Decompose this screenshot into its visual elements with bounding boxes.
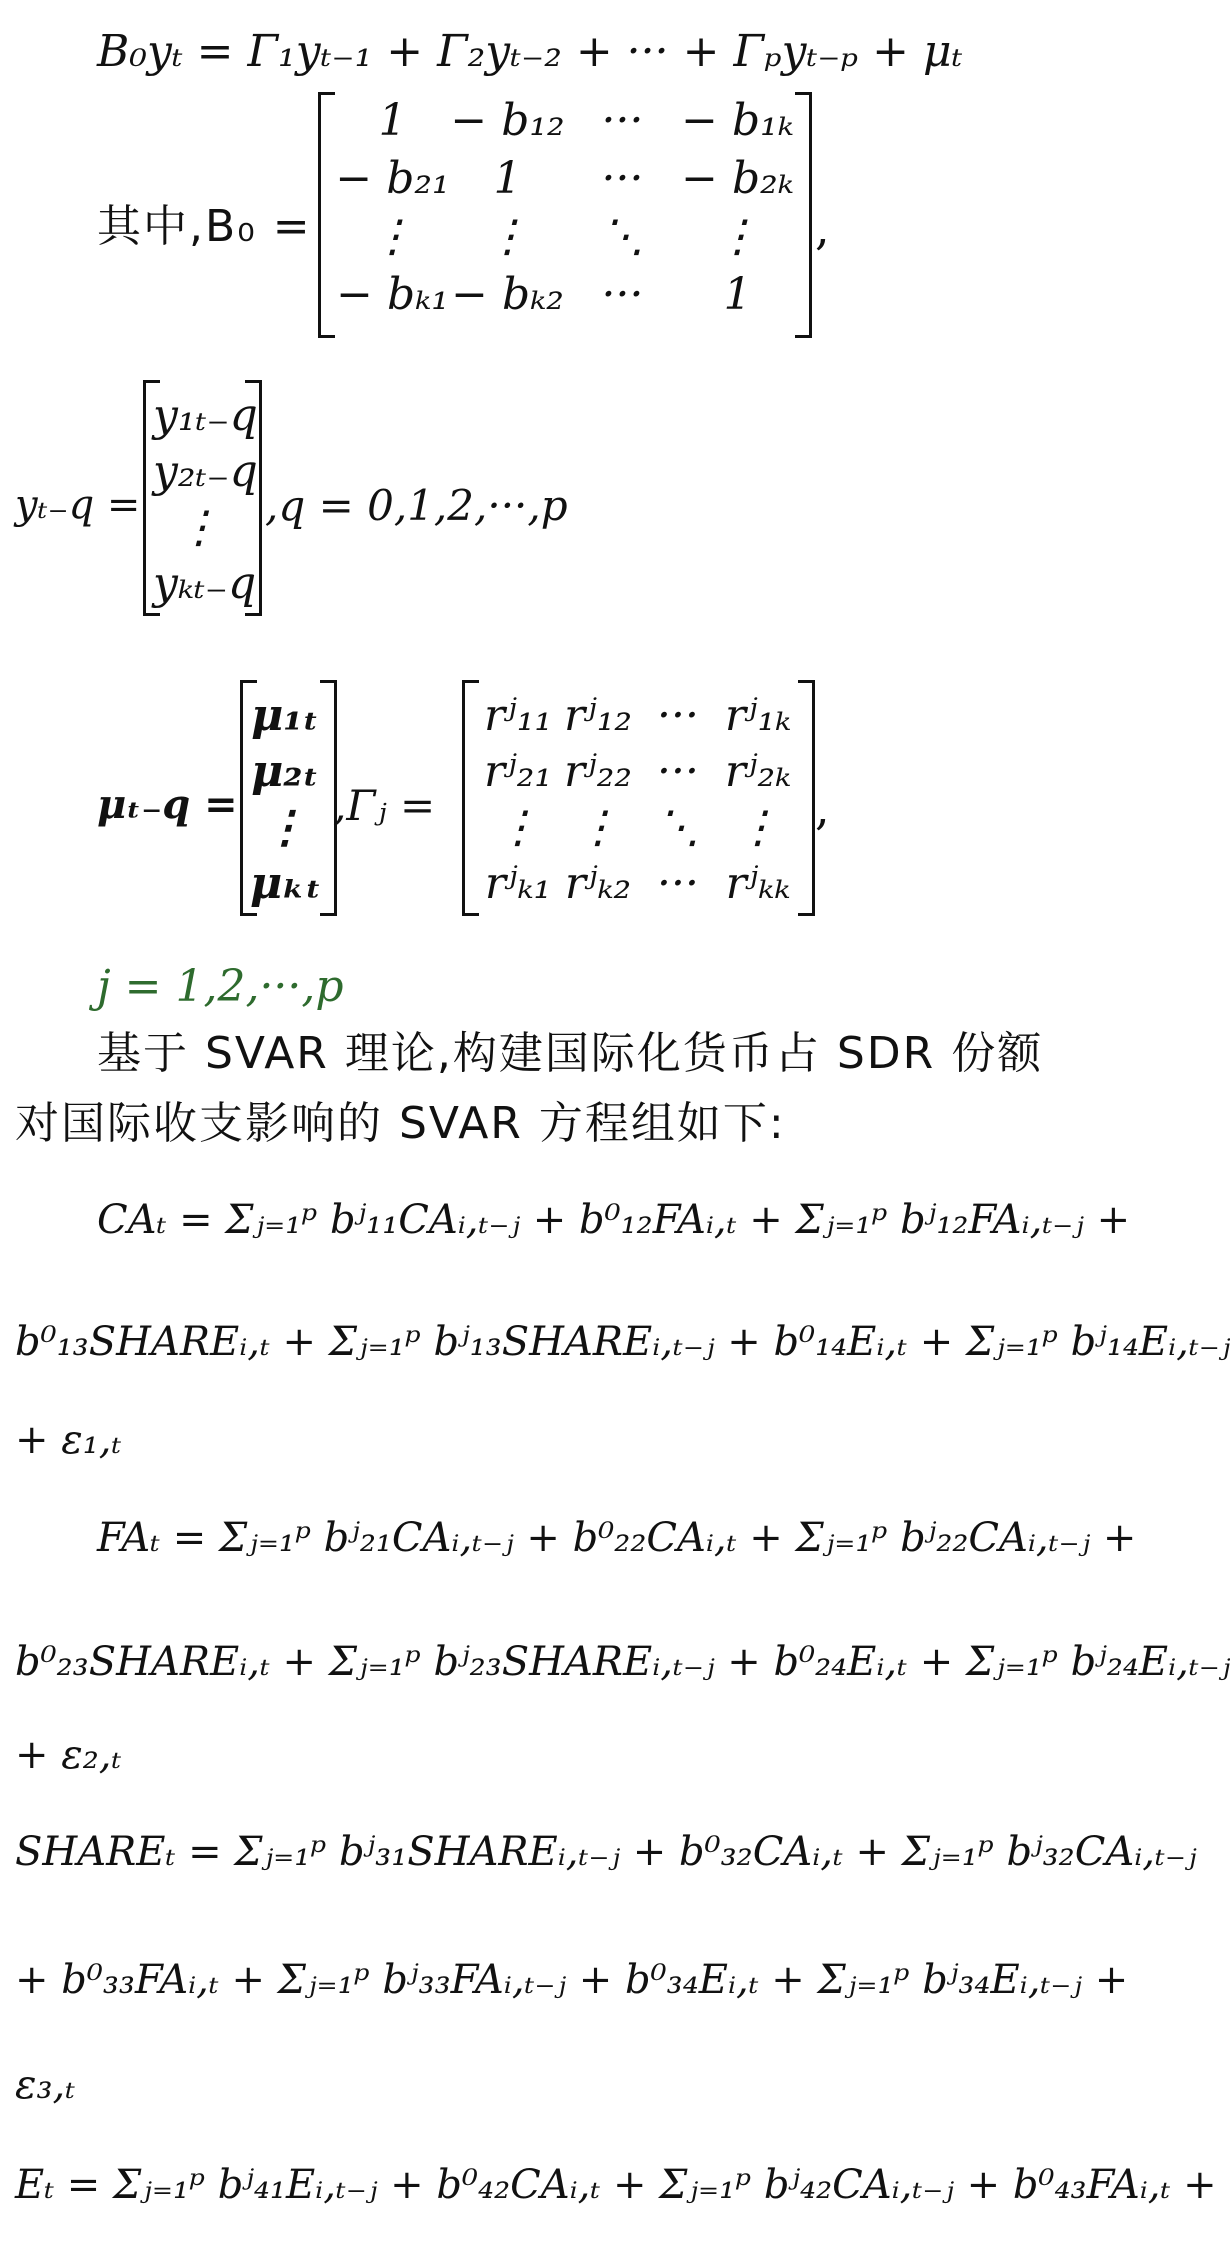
b0-matrix-cell: ⋮ bbox=[485, 211, 530, 262]
b0-trailing-comma: , bbox=[815, 201, 830, 255]
b0-matrix-cell: ⋮ bbox=[715, 211, 760, 262]
gamma-matrix-cell: rʲₖ₂ bbox=[564, 858, 632, 909]
gamma-matrix-cell: ⋮ bbox=[576, 802, 620, 853]
eq-share-line-2: + b⁰₃₃FAᵢ,ₜ + Σⱼ₌₁ᵖ bʲ₃₃FAᵢ,ₜ₋ⱼ + b⁰₃₄Eᵢ,ₜ + Σⱼ₌₁ᵖ bʲ₃₄Eᵢ,ₜ₋ⱼ + bbox=[15, 1957, 1129, 2003]
gamma-matrix-cell: ⋮ bbox=[496, 802, 540, 853]
eq-ca-line-2: b⁰₁₃SHAREᵢ,ₜ + Σⱼ₌₁ᵖ bʲ₁₃SHAREᵢ,ₜ₋ⱼ + b⁰₁₄Eᵢ,ₜ + Σⱼ₌₁ᵖ bʲ₁₄Eᵢ,ₜ₋ⱼ bbox=[15, 1319, 1230, 1365]
y-vector-cell: y₂ₜ₋q bbox=[153, 446, 258, 497]
gamma-matrix-cell: rʲₖ₁ bbox=[484, 858, 552, 909]
gamma-matrix-cell: rʲ₁₁ bbox=[484, 690, 552, 741]
mu-vector-cell: μ₁ₜ bbox=[251, 690, 319, 741]
gamma-matrix-cell: rʲ₁₂ bbox=[564, 690, 632, 741]
eq-ca-line-1: CAₜ = Σⱼ₌₁ᵖ bʲ₁₁CAᵢ,ₜ₋ⱼ + b⁰₁₂FAᵢ,ₜ + Σⱼ₌₁ᵖ bʲ₁₂FAᵢ,ₜ₋ⱼ + bbox=[97, 1197, 1131, 1243]
b0-matrix-cell: ··· bbox=[601, 95, 644, 146]
b0-matrix-cell: − b₁ₖ bbox=[681, 95, 794, 146]
paragraph-line-2: 对国际收支影响的 SVAR 方程组如下: bbox=[15, 1098, 786, 1149]
y-vector-cell: yₖₜ₋q bbox=[153, 558, 257, 609]
equation-var-model: B₀yₜ = Γ₁yₜ₋₁ + Γ₂yₜ₋₂ + ··· + Γₚyₜ₋ₚ + μₜ bbox=[97, 26, 963, 77]
b0-matrix-cell: − b₂₁ bbox=[335, 153, 450, 204]
gamma-matrix-cell: rʲ₂₂ bbox=[564, 746, 632, 797]
gamma-label: ,Γⱼ = bbox=[333, 781, 436, 830]
gamma-left-bracket bbox=[462, 680, 479, 916]
b0-matrix-cell: − b₁₂ bbox=[450, 95, 565, 146]
j-range: j = 1,2,···,p bbox=[97, 961, 344, 1012]
b0-matrix-cell: − b₂ₖ bbox=[681, 153, 794, 204]
gamma-right-bracket bbox=[798, 680, 815, 916]
gamma-matrix-cell: ⋮ bbox=[736, 802, 780, 853]
gamma-matrix-cell: ··· bbox=[657, 746, 699, 797]
gamma-matrix-cell: ⋱ bbox=[656, 802, 700, 853]
eq-fa-line-2: b⁰₂₃SHAREᵢ,ₜ + Σⱼ₌₁ᵖ bʲ₂₃SHAREᵢ,ₜ₋ⱼ + b⁰₂₄Eᵢ,ₜ + Σⱼ₌₁ᵖ bʲ₂₄Eᵢ,ₜ₋ⱼ bbox=[15, 1639, 1230, 1685]
b0-matrix-cell: 1 bbox=[493, 153, 522, 204]
b0-matrix-cell: ··· bbox=[601, 269, 644, 320]
gamma-trailing-comma: , bbox=[815, 781, 830, 835]
paragraph-line-1: 基于 SVAR 理论,构建国际化货币占 SDR 份额 bbox=[97, 1028, 1044, 1079]
b0-left-bracket bbox=[318, 92, 335, 338]
y-vector-tail: ,q = 0,1,2,···,p bbox=[265, 481, 568, 530]
where-b0-label: 其中,B₀ = bbox=[97, 201, 312, 252]
b0-matrix-cell: ⋱ bbox=[600, 211, 645, 262]
eq-share-line-3: ε₃,ₜ bbox=[15, 2062, 76, 2108]
y-vector-cell: ⋮ bbox=[177, 502, 221, 553]
mu-vector-cell: μₖₜ bbox=[250, 858, 322, 909]
gamma-matrix-cell: rʲ₂₁ bbox=[484, 746, 552, 797]
gamma-matrix-cell: rʲ₁ₖ bbox=[724, 690, 792, 741]
b0-matrix-cell: − bₖ₁ bbox=[336, 269, 449, 320]
b0-right-bracket bbox=[795, 92, 812, 338]
eq-e-line-1: Eₜ = Σⱼ₌₁ᵖ bʲ₄₁Eᵢ,ₜ₋ⱼ + b⁰₄₂CAᵢ,ₜ + Σⱼ₌₁ᵖ bʲ₄₂CAᵢ,ₜ₋ⱼ + b⁰₄₃FAᵢ,ₜ + bbox=[15, 2162, 1217, 2208]
mu-vector-lhs: μₜ₋q = bbox=[97, 781, 238, 828]
gamma-matrix-cell: ··· bbox=[657, 858, 699, 909]
b0-matrix-cell: 1 bbox=[723, 269, 752, 320]
gamma-matrix-cell: rʲ₂ₖ bbox=[724, 746, 792, 797]
eq-fa-line-1: FAₜ = Σⱼ₌₁ᵖ bʲ₂₁CAᵢ,ₜ₋ⱼ + b⁰₂₂CAᵢ,ₜ + Σⱼ₌₁ᵖ bʲ₂₂CAᵢ,ₜ₋ⱼ + bbox=[97, 1515, 1137, 1561]
mu-vector-cell: ⋮ bbox=[263, 802, 307, 853]
b0-matrix-cell: ⋮ bbox=[370, 211, 415, 262]
b0-matrix-cell: 1 bbox=[378, 95, 407, 146]
eq-ca-line-3: + ε₁,ₜ bbox=[15, 1417, 122, 1463]
y-vector-cell: y₁ₜ₋q bbox=[153, 390, 258, 441]
mu-vector-cell: μ₂ₜ bbox=[251, 746, 319, 797]
b0-matrix-cell: ··· bbox=[601, 153, 644, 204]
b0-matrix-cell: − bₖ₂ bbox=[451, 269, 564, 320]
gamma-matrix-cell: rʲₖₖ bbox=[725, 858, 791, 909]
eq-fa-line-3: + ε₂,ₜ bbox=[15, 1732, 122, 1778]
y-vector-lhs: yₜ₋q = bbox=[15, 482, 141, 528]
gamma-matrix-cell: ··· bbox=[657, 690, 699, 741]
eq-share-line-1: SHAREₜ = Σⱼ₌₁ᵖ bʲ₃₁SHAREᵢ,ₜ₋ⱼ + b⁰₃₂CAᵢ,ₜ + Σⱼ₌₁ᵖ bʲ₃₂CAᵢ,ₜ₋ⱼ bbox=[15, 1829, 1197, 1875]
